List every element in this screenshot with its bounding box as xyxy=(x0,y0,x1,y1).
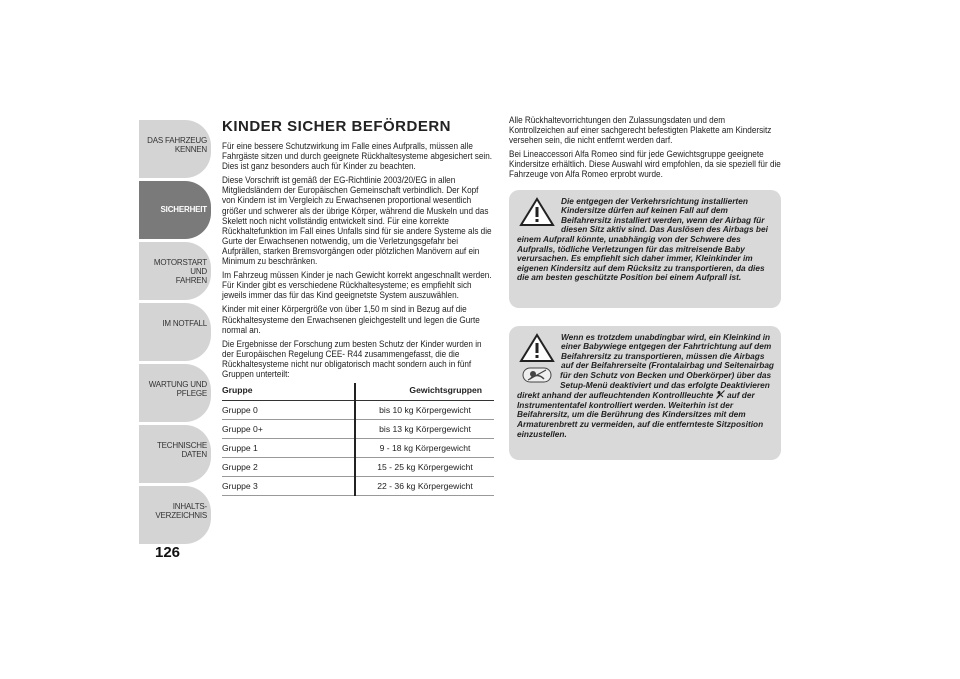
warning-box-airbag xyxy=(509,190,781,308)
table-row xyxy=(222,439,494,458)
table-cell: Gruppe 1 xyxy=(222,439,355,458)
table-row xyxy=(222,420,494,439)
main-column xyxy=(222,118,494,496)
column-header: Gewichtsgruppen xyxy=(355,383,494,401)
table-cell: 15 - 25 kg Körpergewicht xyxy=(355,458,494,477)
table-cell: bis 13 kg Körpergewicht xyxy=(355,420,494,439)
paragraph: Für eine bessere Schutzwirkung im Falle eines Aufpralls, müssen alle Fahrgäste sitzen und durch geeignete Rückhaltesysteme abgesichert sein. Dies ist ganz besonders auch für Kinder zu beachten. xyxy=(222,141,493,172)
warning-triangle-icon xyxy=(519,197,555,227)
tab-sicherheit[interactable]: SICHERHEIT xyxy=(139,181,211,239)
table-row xyxy=(222,458,494,477)
warning-triangle-icon xyxy=(519,333,555,363)
column-header: Gruppe xyxy=(222,383,355,401)
table-row xyxy=(222,477,494,496)
table-cell: Gruppe 0 xyxy=(222,401,355,420)
paragraph: Kinder mit einer Körpergröße von über 1,50 m sind in Bezug auf die Rückhaltesysteme den Erwachsenen gleichgestellt und legen die Gurte normal an. xyxy=(222,304,480,335)
paragraph: Die Ergebnisse der Forschung zum besten Schutz der Kinder wurden in der Europäischen Regelung CEE- R44 zusammengefasst, die die Rückhaltesysteme nicht nur obligatorisch macht sondern auch in fünf Gruppen unterteilt: xyxy=(222,338,482,379)
paragraph: Im Fahrzeug müssen Kinder je nach Gewicht korrekt angeschnallt werden. Für Kinder gibt es verschiedene Rückhaltesysteme; es empfiehlt sich jeweils immer das für das Kind geeignetste System auszuwählen. xyxy=(222,270,492,301)
section-heading: KINDER SICHER BEFÖRDERN xyxy=(222,118,452,135)
table-cell: bis 10 kg Körpergewicht xyxy=(355,401,494,420)
table-header-row xyxy=(222,383,494,401)
tab-technische-daten[interactable]: TECHNISCHE DATEN xyxy=(139,425,211,483)
tab-motorstart-und-fahren[interactable]: MOTORSTART UND FAHREN xyxy=(139,242,211,300)
right-column xyxy=(509,115,781,460)
paragraph: Bei Lineaccessori Alfa Romeo sind für jede Gewichtsgruppe geeignete Kindersitze erhältlich. Diese Auswahl wird empfohlen, da sie speziell für die Fahrzeuge von Alfa Romeo erprobt wurde. xyxy=(509,149,781,180)
tab-im-notfall[interactable]: IM NOTFALL xyxy=(139,303,211,361)
paragraph: Alle Rückhaltevorrichtungen den Zulassungsdaten und dem Kontrollzeichen auf einer sachgerecht befestigten Plakette am Kindersitz versehen sein, die nicht entfernt werden darf. xyxy=(509,115,772,146)
table-row xyxy=(222,401,494,420)
table-cell: 9 - 18 kg Körpergewicht xyxy=(355,439,494,458)
warning-box-airbag-deactivation xyxy=(509,326,781,460)
table-cell: 22 - 36 kg Körpergewicht xyxy=(355,477,494,496)
airbag-off-light-icon xyxy=(716,390,725,399)
tab-wartung-und-pflege[interactable]: WARTUNG UND PFLEGE xyxy=(139,364,211,422)
weight-group-table xyxy=(222,383,494,496)
table-cell: Gruppe 0+ xyxy=(222,420,355,439)
page-number: 126 xyxy=(155,544,181,561)
warning-text: auf der Instrumententafel kontrolliert werden. Weiterhin ist der Beifahrersitz, um die Berührung des Kindersitzes mit dem Armaturenbrett zu vermeiden, auf die entfernteste Sitzposition einzustellen. xyxy=(517,390,764,439)
tab-inhaltsverzeichnis[interactable]: INHALTS- VERZEICHNIS xyxy=(139,486,211,544)
chapter-tabs xyxy=(139,120,211,547)
table-cell: Gruppe 2 xyxy=(222,458,355,477)
airbag-off-badge-icon xyxy=(522,367,552,383)
paragraph: Diese Vorschrift ist gemäß der EG-Richtlinie 2003/20/EG in allen Mitgliedsländern der Europäischen Gemeinschaft verbindlich. Der Kopf von Kindern ist im Vergleich zu Erwachsenen proportional wesentlich größer und schwerer als der übrige Körper, während die Muskeln und das Skelett noch nicht vollständig entwickelt sind. Für eine korrekte Rückhaltefunktion im Fall eines Unfalls sind für sie andere Systeme als die Gurte der Erwachsenen notwendig, um die Verletzungsgefahr bei Aufprällen, starken Bremsvorgängen oder plötzlichen Manövern auf ein Minimum zu beschränken. xyxy=(222,175,492,267)
warning-text: Die entgegen der Verkehrsrichtung installierten Kindersitze dürfen auf keinen Fall auf dem Beifahrersitz installiert werden, wenn der Airbag für diesen Sitz aktiv sind. Das Auslösen des Airbags bei einem Aufprall könnte, unabhängig von der Schwere des Aufpralls, tödliche Verletzungen für das mitreisende Baby verursachen. Es empfiehlt sich daher immer, Kleinkinder im eigenen Kindersitz auf dem Rücksitz zu transportieren, da dies die am besten geschützte Position bei einem Aufprall ist. xyxy=(517,195,768,283)
table-cell: Gruppe 3 xyxy=(222,477,355,496)
warning-text: Wenn es trotzdem unabdingbar wird, ein Kleinkind in einer Babywiege entgegen der Fahrtrichtung auf dem Beifahrersitz zu transportieren, müssen die Airbags auf der Beifahrerseite (Frontalairbag und Seitenairbag für den Schutz von Becken und Oberkörper) über das Setup-Menü deaktiviert und das erfolgte Deaktivieren direkt anhand der aufleuchtenden Kontrollleuchte xyxy=(517,331,775,401)
tab-das-fahrzeug-kennen[interactable]: DAS FAHRZEUG KENNEN xyxy=(139,120,211,178)
